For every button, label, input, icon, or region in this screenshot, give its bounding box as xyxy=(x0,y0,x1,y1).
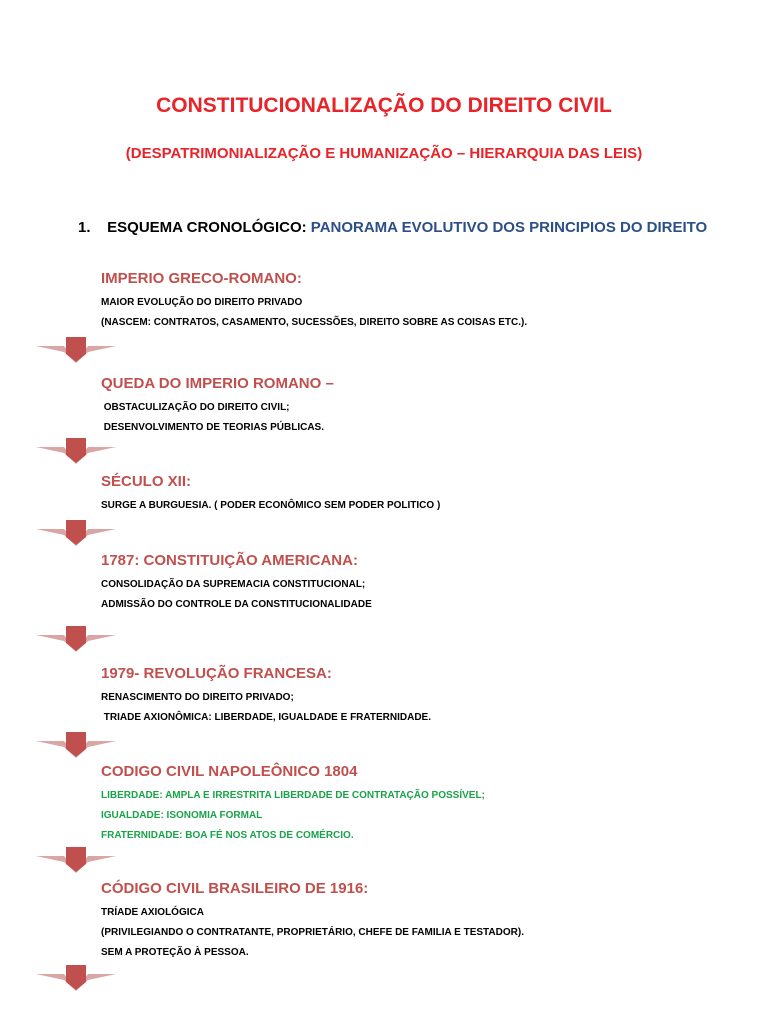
timeline-line: TRIADE AXIONÔMICA: LIBERDADE, IGUALDADE E FRATERNIDADE. xyxy=(101,712,431,723)
timeline-line: OBSTACULIZAÇÃO DO DIREITO CIVIL; xyxy=(101,402,290,413)
timeline-line: CONSOLIDAÇÃO DA SUPREMACIA CONSTITUCIONAL; xyxy=(101,579,366,590)
timeline-item xyxy=(101,880,524,963)
timeline-line: ADMISSÃO DO CONTROLE DA CONSTITUCIONALIDADE xyxy=(101,599,372,610)
section-heading xyxy=(78,219,707,236)
timeline-line: SURGE A BURGUESIA. ( PODER ECONÔMICO SEM PODER POLITICO ) xyxy=(101,500,441,511)
timeline-item xyxy=(101,552,372,615)
timeline-heading: 1979- REVOLUÇÃO FRANCESA: xyxy=(101,665,332,682)
down-arrow-icon xyxy=(36,437,116,465)
timeline-heading: SÉCULO XII: xyxy=(101,473,192,490)
section-number: 1. xyxy=(78,219,91,236)
down-arrow-icon xyxy=(36,519,116,547)
timeline-line: IGUALDADE: ISONOMIA FORMAL xyxy=(101,810,263,821)
timeline-item xyxy=(101,270,527,333)
down-arrow-icon xyxy=(36,731,116,759)
timeline-item xyxy=(101,375,334,438)
timeline-heading: CODIGO CIVIL NAPOLEÔNICO 1804 xyxy=(101,763,358,780)
timeline-line: TRÍADE AXIOLÓGICA xyxy=(101,907,204,918)
timeline-line: SEM A PROTEÇÃO À PESSOA. xyxy=(101,947,249,958)
timeline-line: (PRIVILEGIANDO O CONTRATANTE, PROPRIETÁRIO, CHEFE DE FAMILIA E TESTADOR). xyxy=(101,927,524,938)
timeline-heading: CÓDIGO CIVIL BRASILEIRO DE 1916: xyxy=(101,880,369,897)
timeline-item xyxy=(101,473,440,516)
timeline-line: LIBERDADE: AMPLA E IRRESTRITA LIBERDADE DE CONTRATAÇÃO POSSÍVEL; xyxy=(101,790,485,801)
document-title: CONSTITUCIONALIZAÇÃO DO DIREITO CIVIL xyxy=(156,94,612,117)
timeline-line: MAIOR EVOLUÇÃO DO DIREITO PRIVADO xyxy=(101,297,303,308)
timeline-line: (NASCEM: CONTRATOS, CASAMENTO, SUCESSÕES, DIREITO SOBRE AS COISAS ETC.). xyxy=(101,317,528,328)
down-arrow-icon xyxy=(36,964,116,992)
timeline-item xyxy=(101,665,431,728)
timeline-heading: QUEDA DO IMPERIO ROMANO – xyxy=(101,375,334,392)
timeline-line: DESENVOLVIMENTO DE TEORIAS PÚBLICAS. xyxy=(101,422,324,433)
down-arrow-icon xyxy=(36,846,116,874)
timeline-heading: IMPERIO GRECO-ROMANO: xyxy=(101,270,302,287)
timeline-item xyxy=(101,763,485,846)
section-label: ESQUEMA CRONOLÓGICO: xyxy=(107,219,307,236)
timeline-line: RENASCIMENTO DO DIREITO PRIVADO; xyxy=(101,692,294,703)
down-arrow-icon xyxy=(36,625,116,653)
document-subtitle: (DESPATRIMONIALIZAÇÃO E HUMANIZAÇÃO – HIERARQUIA DAS LEIS) xyxy=(125,145,643,162)
down-arrow-icon xyxy=(36,336,116,364)
timeline-line: FRATERNIDADE: BOA FÉ NOS ATOS DE COMÉRCIO. xyxy=(101,830,354,841)
section-highlight: PANORAMA EVOLUTIVO DOS PRINCIPIOS DO DIREITO xyxy=(310,219,708,236)
timeline-heading: 1787: CONSTITUIÇÃO AMERICANA: xyxy=(101,552,358,569)
